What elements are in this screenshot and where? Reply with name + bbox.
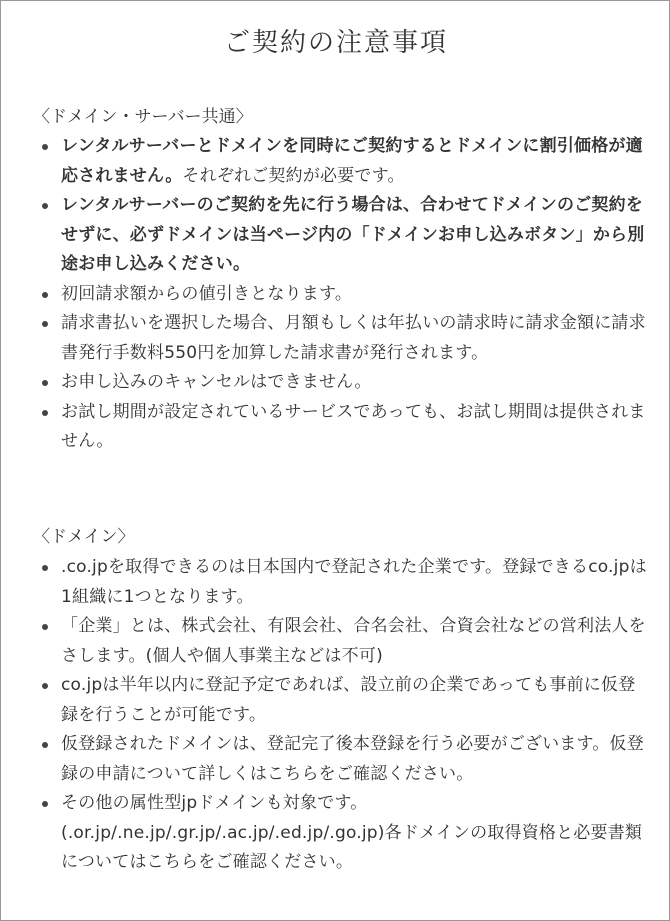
list-item: 初回請求額からの値引きとなります。 <box>39 280 647 310</box>
list-item: お申し込みのキャンセルはできません。 <box>39 368 647 398</box>
list-item: co.jpは半年以内に登記予定であれば、設立前の企業であっても事前に仮登録を行うことが可能です。 <box>39 671 647 730</box>
list-item: その他の属性型jpドメインも対象です。(.or.jp/.ne.jp/.gr.jp/.ac.jp/.ed.jp/.go.jp)各ドメインの取得資格と必要書類についてはこちらをご確認ください。 <box>39 789 647 878</box>
list-item: 請求書払いを選択した場合、月額もしくは年払いの請求時に請求金額に請求書発行手数料550円を加算した請求書が発行されます。 <box>39 309 647 368</box>
section-heading-common: 〈ドメイン・サーバー共通〉 <box>33 107 253 127</box>
section-heading-domain: 〈ドメイン〉 <box>33 527 135 547</box>
page-title: ご契約の注意事項 <box>223 28 448 58</box>
list-item: 仮登録されたドメインは、登記完了後本登録を行う必要がございます。仮登録の申請について詳しくはこちらをご確認ください。 <box>39 730 647 789</box>
list-item: .co.jpを取得できるのは日本国内で登記された企業です。登録できるco.jpは1組織に1つとなります。 <box>39 553 647 612</box>
list-item: 「企業」とは、株式会社、有限会社、合名会社、合資会社などの営利法人をさします。(個人や個人事業主などは不可) <box>39 612 647 671</box>
list-item: レンタルサーバーのご契約を先に行う場合は、合わせてドメインのご契約をせずに、必ずドメインは当ページ内の「ドメインお申し込みボタン」から別途お申し込みください。 <box>39 191 647 280</box>
common-notes-list <box>39 132 647 457</box>
list-item: お試し期間が設定されているサービスであっても、お試し期間は提供されません。 <box>39 398 647 457</box>
list-item: レンタルサーバーとドメインを同時にご契約するとドメインに割引価格が適応されません。それぞれご契約が必要です。 <box>39 132 647 191</box>
domain-notes-list <box>39 553 647 878</box>
